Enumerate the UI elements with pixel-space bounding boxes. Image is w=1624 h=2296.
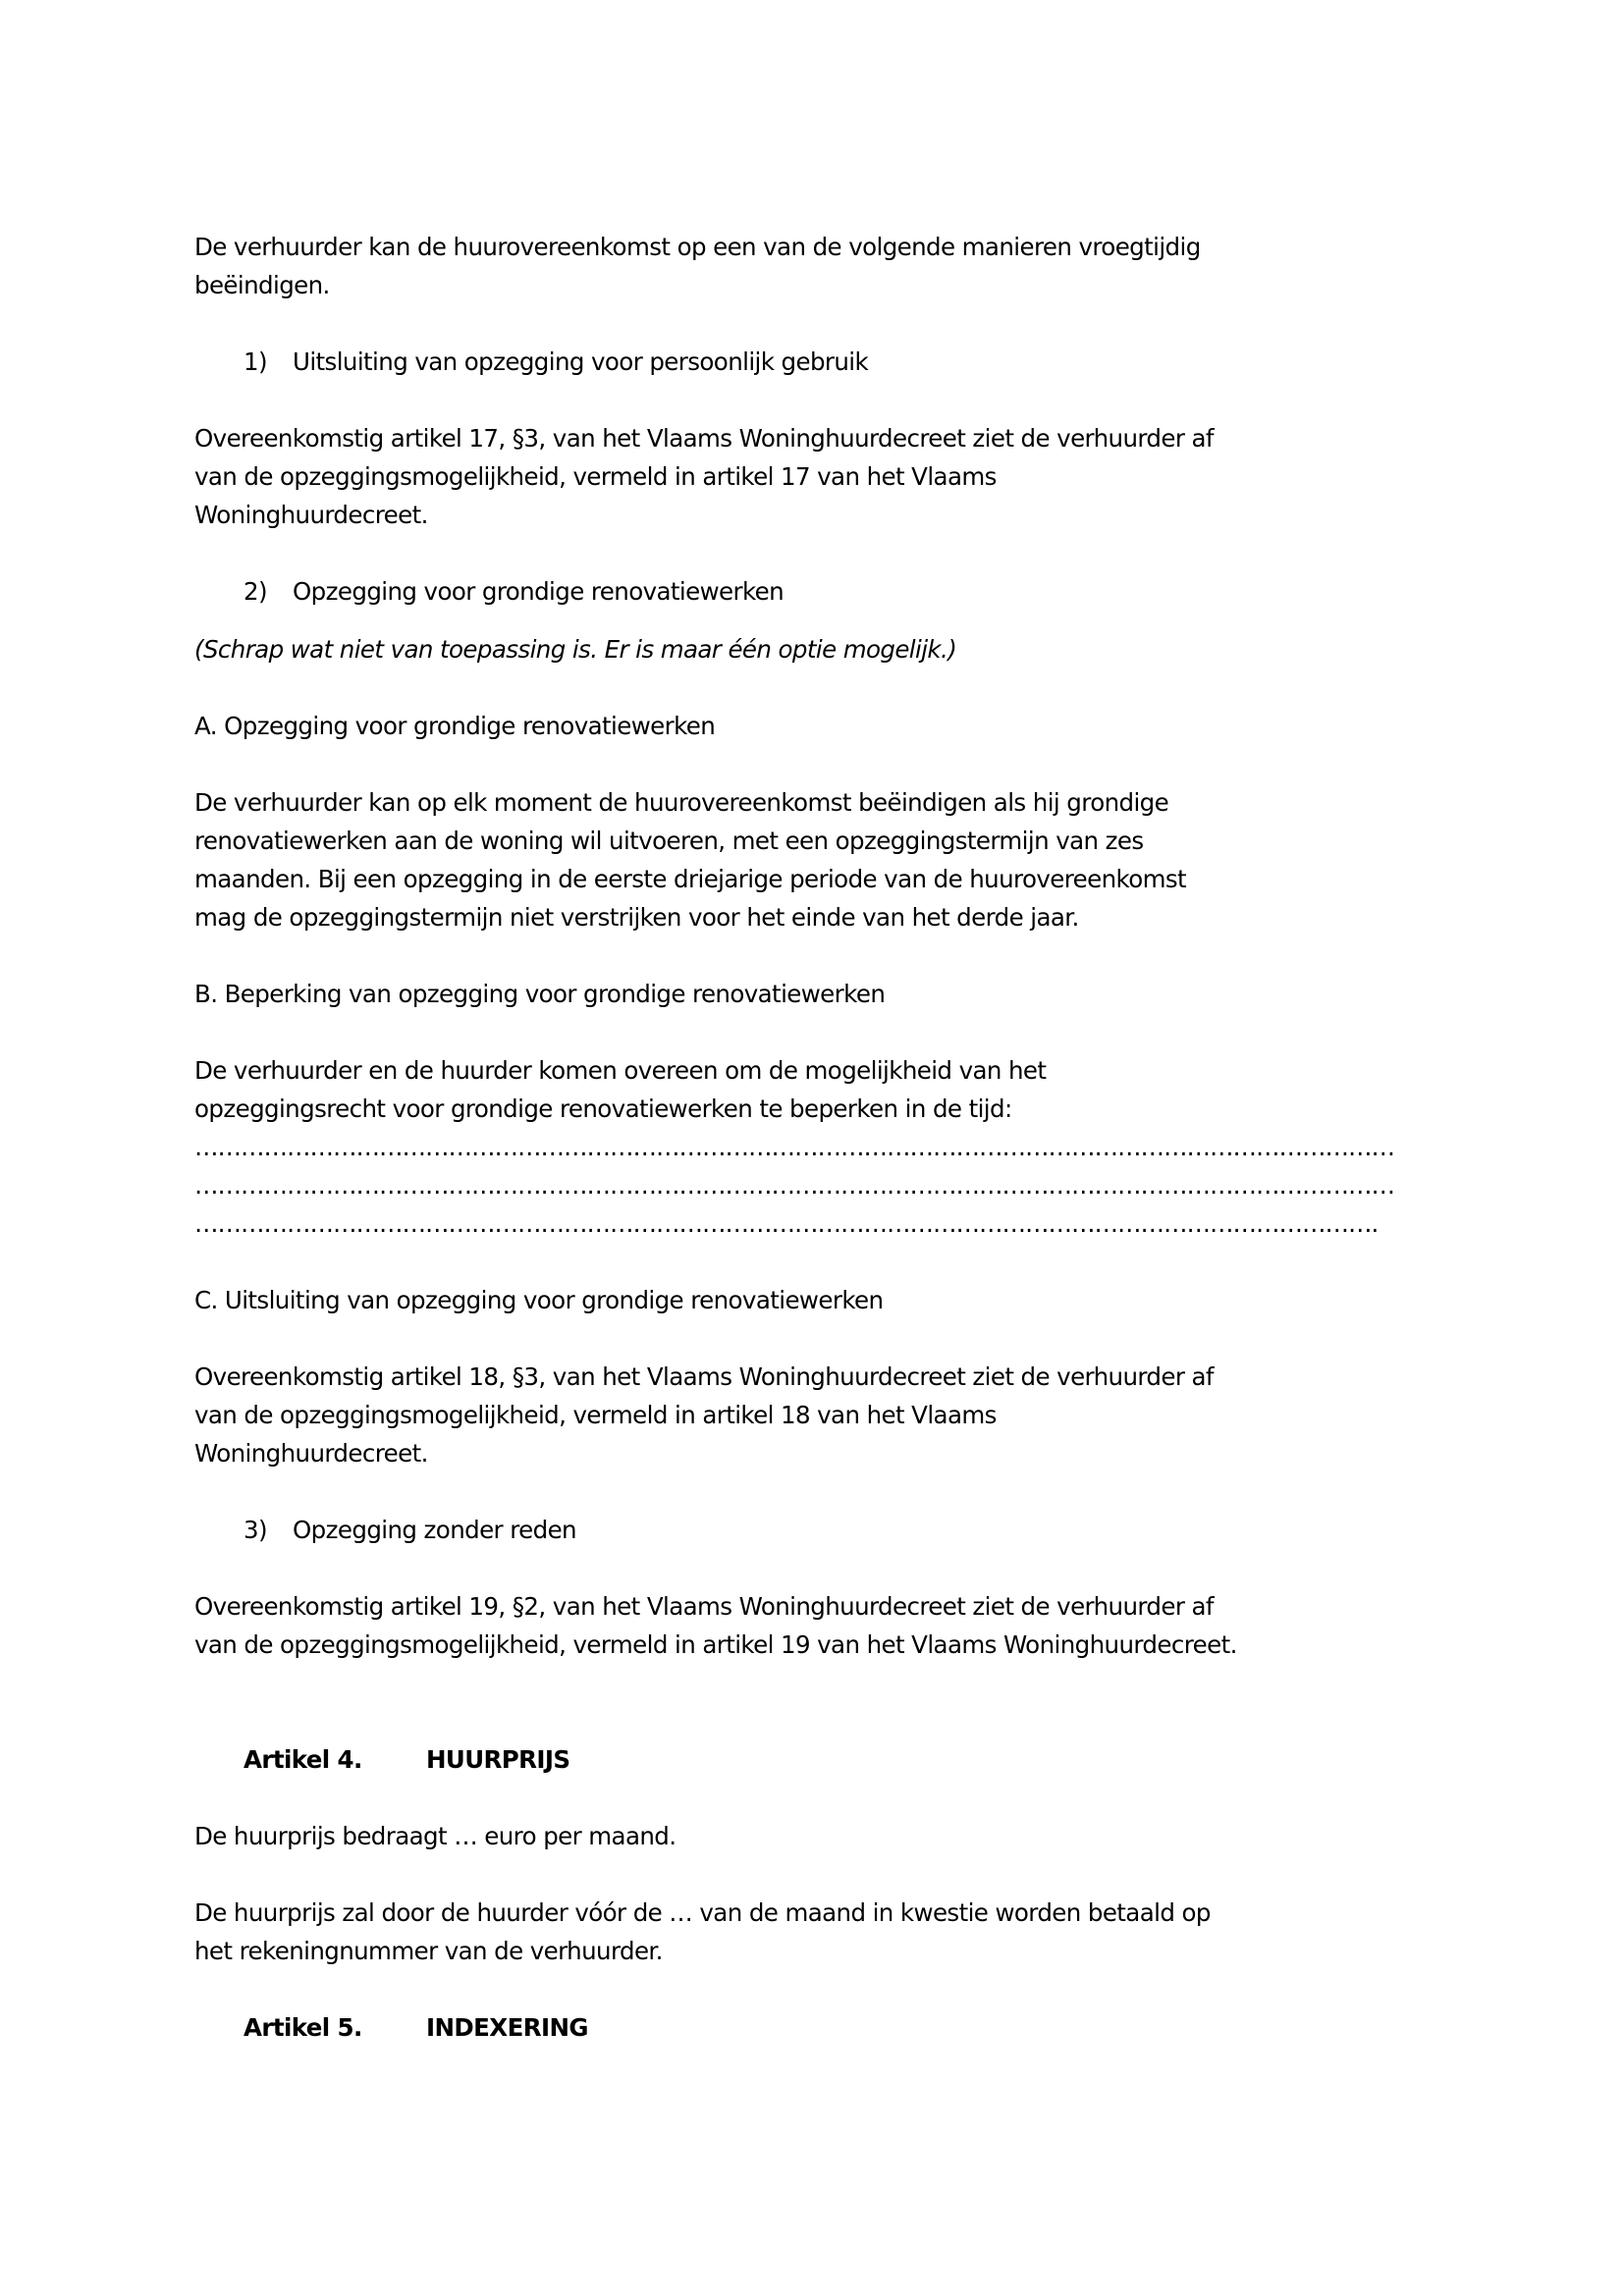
list-item-title: Uitsluiting van opzegging voor persoonlijk gebruik (293, 347, 869, 376)
text-line: van de opzeggingsmogelijkheid, vermeld in artikel 18 van het Vlaams (194, 1401, 997, 1429)
text-line: Overeenkomstig artikel 19, §2, van het Vlaams Woninghuurdecreet ziet de verhuurder af (194, 1592, 1214, 1621)
list-number: 1) (244, 347, 267, 376)
fill-in-line[interactable]: ………………………………………………………………………………………………………………………………………. (194, 1209, 1379, 1238)
option-b-paragraph (194, 1051, 1461, 1243)
intro-paragraph (194, 228, 1461, 304)
option-b-title: B. Beperking van opzegging voor grondige renovatiewerken (194, 980, 886, 1008)
article-title: INDEXERING (426, 2013, 588, 2042)
option-a-title: A. Opzegging voor grondige renovatiewerken (194, 712, 716, 740)
text-line: De verhuurder en de huurder komen overeen om de mogelijkheid van het (194, 1056, 1047, 1085)
text-line: beëindigen. (194, 271, 330, 299)
item3-paragraph (194, 1587, 1461, 1664)
option-a-paragraph (194, 783, 1461, 936)
option-c-title: C. Uitsluiting van opzegging voor grondige renovatiewerken (194, 1286, 884, 1314)
text-line: mag de opzeggingstermijn niet verstrijken voor het einde van het derde jaar. (194, 903, 1079, 932)
text-line: De huurprijs zal door de huurder vóór de … van de maand in kwestie worden betaald op (194, 1898, 1211, 1927)
text-line: het rekeningnummer van de verhuurder. (194, 1937, 663, 1965)
text-line: De verhuurder kan op elk moment de huurovereenkomst beëindigen als hij grondige (194, 788, 1169, 817)
instruction-note: (Schrap wat niet van toepassing is. Er is maar één optie mogelijk.) (194, 635, 957, 664)
text-line: van de opzeggingsmogelijkheid, vermeld in artikel 17 van het Vlaams (194, 462, 997, 491)
text-line: maanden. Bij een opzegging in de eerste driejarige periode van de huurovereenkomst (194, 865, 1187, 893)
list-number: 3) (244, 1516, 267, 1544)
article-title: HUURPRIJS (426, 1745, 570, 1774)
list-item-title: Opzegging voor grondige renovatiewerken (293, 577, 785, 606)
text-line: opzeggingsrecht voor grondige renovatiewerken te beperken in de tijd: (194, 1095, 1012, 1123)
text-line: Woninghuurdecreet. (194, 501, 428, 529)
option-c-paragraph (194, 1358, 1461, 1472)
list-item-title: Opzegging zonder reden (293, 1516, 576, 1544)
text-line: De verhuurder kan de huurovereenkomst op een van de volgende manieren vroegtijdig (194, 233, 1201, 261)
list-number: 2) (244, 577, 267, 606)
article-number: Artikel 4. (244, 1745, 362, 1774)
article-5-heading (244, 2008, 588, 2047)
fill-in-line[interactable]: ………………………………………………………………………………………………………………………………………… (194, 1133, 1394, 1161)
text-line: Overeenkomstig artikel 17, §3, van het Vlaams Woninghuurdecreet ziet de verhuurder af (194, 424, 1214, 453)
list-item-3 (244, 1511, 576, 1549)
article-number: Artikel 5. (244, 2013, 362, 2042)
rent-amount-paragraph: De huurprijs bedraagt … euro per maand. (194, 1822, 677, 1850)
fill-in-line[interactable]: ………………………………………………………………………………………………………………………………………… (194, 1171, 1394, 1200)
item1-paragraph (194, 419, 1461, 534)
article-4-heading (244, 1740, 569, 1779)
list-item-2 (244, 572, 784, 611)
text-line: Overeenkomstig artikel 18, §3, van het Vlaams Woninghuurdecreet ziet de verhuurder af (194, 1362, 1214, 1391)
text-line: Woninghuurdecreet. (194, 1439, 428, 1468)
text-line: van de opzeggingsmogelijkheid, vermeld in artikel 19 van het Vlaams Woninghuurdecreet. (194, 1630, 1237, 1659)
rent-payment-paragraph (194, 1894, 1461, 1970)
list-item-1 (244, 343, 868, 381)
text-line: renovatiewerken aan de woning wil uitvoeren, met een opzeggingstermijn van zes (194, 827, 1144, 855)
